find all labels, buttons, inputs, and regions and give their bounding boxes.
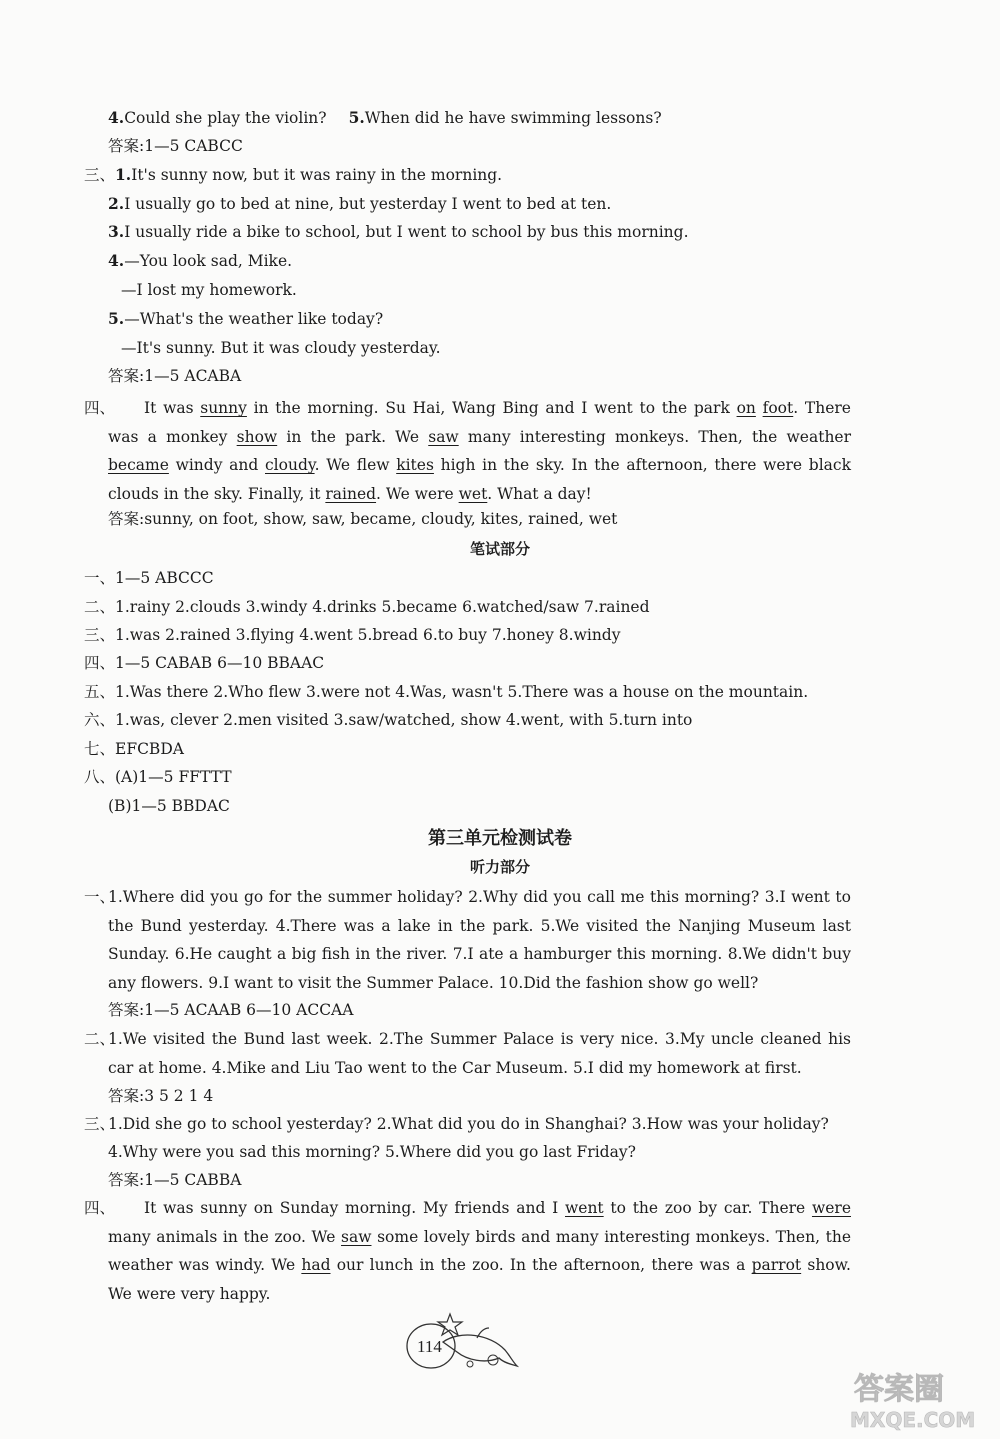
answer-line: 答案:3 5 2 1 4 [108, 1087, 214, 1105]
answer-line: 答案:sunny, on foot, show, saw, became, cloudy, kites, rained, wet [108, 510, 618, 528]
written-line-8: 八、(A)1—5 FFTTT [84, 768, 232, 786]
unit3-part3-line1: 1.Did she go to school yesterday? 2.What did you do in Shanghai? 3.How was your holiday? [108, 1115, 829, 1133]
answer-line: 答案:1—5 ACABA [108, 367, 242, 385]
part4-marker: 四、 [84, 399, 116, 417]
page-number-decoration [405, 1312, 525, 1372]
listening-question-line: 4.Could she play the violin? 5.When did he have swimming lessons? [108, 108, 662, 127]
written-line-2: 二、1.rainy 2.clouds 3.windy 4.drinks 5.became 6.watched/saw 7.rained [84, 598, 650, 616]
part3-item-4b: —I lost my homework. [121, 281, 297, 299]
written-line-6: 六、1.was, clever 2.men visited 3.saw/watched, show 4.went, with 5.turn into [84, 711, 693, 729]
unit3-part1-text: 1.Where did you go for the summer holiday? 2.Why did you call me this morning? 3.I went to the Bund yesterday. 4.There was a lake in the park. 5.We visited the Nanjing Museum last Sunday. 6.He caught a big fish in the river. 7.I ate a hamburger this morning. 8.We didn't buy any flowers. 9.I want to visit the Summer Palace. 10.Did the fashion show go well? [108, 888, 851, 992]
svg-text:MXQE.COM: MXQE.COM [850, 1408, 976, 1432]
written-line-5: 五、1.Was there 2.Who flew 3.were not 4.Was, wasn't 5.There was a house on the mountain. [84, 683, 809, 701]
written-line-7: 七、EFCBDA [84, 740, 184, 758]
svg-text:答案圈: 答案圈 [854, 1372, 944, 1407]
part3-item-5a: 5.—What's the weather like today? [108, 309, 384, 328]
unit3-part4-passage: It was sunny on Sunday morning. My friends and I went to the zoo by car. There were many animals in the zoo. We saw some lovely birds and many interesting monkeys. Then, the weather was windy. We had our lunch in the zoo. In the afternoon, there was a parrot show. We were very happy. [108, 1199, 851, 1303]
section-heading-written: 笔试部分 [469, 540, 530, 558]
dolphin-icon [405, 1312, 525, 1372]
answer-line: 答案:1—5 CABCC [108, 137, 243, 155]
unit-title: 第三单元检测试卷 [428, 828, 572, 849]
part3-item-3: 3.I usually ride a bike to school, but I went to school by bus this morning. [108, 222, 689, 241]
unit3-part1-marker: 一、 [84, 888, 116, 906]
unit3-part3-line2: 4.Why were you sad this morning? 5.Where did you go last Friday? [108, 1143, 636, 1161]
unit3-part2-marker: 二、 [84, 1030, 116, 1048]
unit3-part2-text: 1.We visited the Bund last week. 2.The Summer Palace is very nice. 3.My uncle cleaned his car at home. 4.Mike and Liu Tao went to the Car Museum. 5.I did my homework at first. [108, 1030, 851, 1077]
page-number: 114 [417, 1337, 442, 1356]
unit3-part4-marker: 四、 [84, 1199, 116, 1217]
section-heading-listening: 听力部分 [469, 858, 530, 876]
written-line-4: 四、1—5 CABAB 6—10 BBAAC [84, 654, 325, 672]
part3-item-1: 三、1.It's sunny now, but it was rainy in the morning. [84, 165, 503, 184]
written-line-1: 一、1—5 ABCCC [84, 569, 214, 587]
watermark-logo [844, 1365, 994, 1433]
part3-item-5b: —It's sunny. But it was cloudy yesterday. [121, 339, 441, 357]
part3-item-4a: 4.—You look sad, Mike. [108, 251, 293, 270]
unit3-part3-marker: 三、 [84, 1115, 116, 1133]
answer-line: 答案:1—5 CABBA [108, 1171, 242, 1189]
part4-passage: It was sunny in the morning. Su Hai, Wang Bing and I went to the park on foot. There was a monkey show in the park. We saw many interesting monkeys. Then, the weather became windy and cloudy. We flew kites high in the sky. In the afternoon, there were black clouds in the sky. Finally, it rained. We were wet. What a day! [108, 399, 852, 503]
part3-item-2: 2.I usually go to bed at nine, but yesterday I went to bed at ten. [108, 194, 612, 213]
written-line-3: 三、1.was 2.rained 3.flying 4.went 5.bread 6.to buy 7.honey 8.windy [84, 626, 621, 644]
answer-line: 答案:1—5 ACAAB 6—10 ACCAA [108, 1001, 354, 1019]
written-line-9: (B)1—5 BBDAC [108, 797, 230, 815]
